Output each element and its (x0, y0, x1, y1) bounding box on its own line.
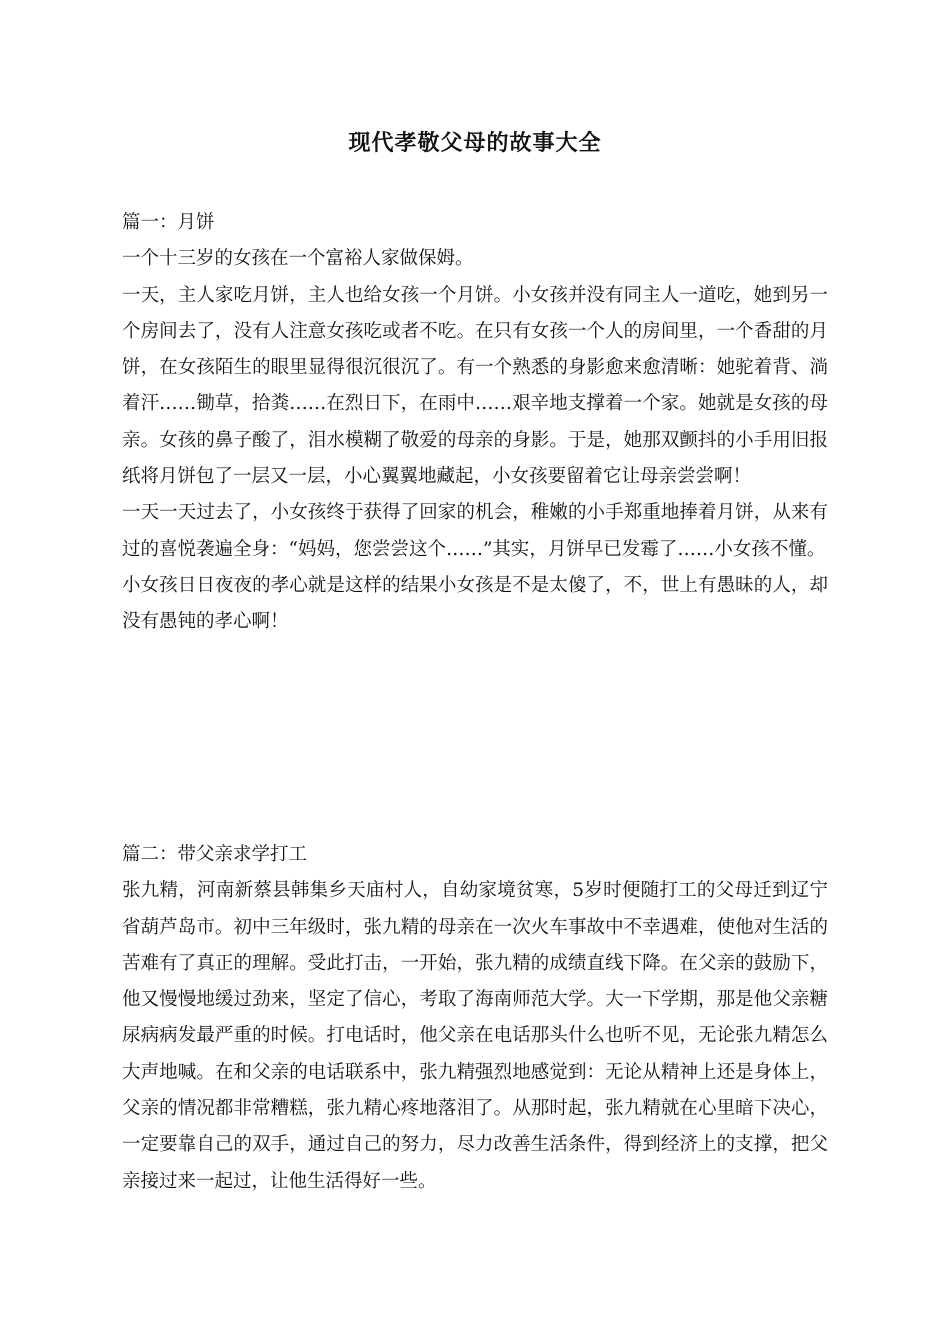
paragraph: 一个十三岁的女孩在一个富裕人家做保姆。 (122, 248, 474, 270)
section-moon-cake (122, 205, 828, 641)
document-title: 现代孝敬父母的故事大全 (348, 131, 602, 156)
paragraph: 一天一天过去了，小女孩终于获得了回家的机会，稚嫩的小手郑重地捧着月饼，从来有过的喜悦袭遍全身：“妈妈，您尝尝这个……”其实，月饼早已发霉了……小女孩不懂。 (122, 502, 828, 560)
section-heading: 篇二：带父亲求学打工 (122, 844, 308, 865)
section-heading: 篇一：月饼 (122, 212, 215, 233)
paragraph: 一天，主人家吃月饼，主人也给女孩一个月饼。小女孩并没有同主人一道吃，她到另一个房间去了，没有人注意女孩吃或者不吃。在只有女孩一个人的房间里，一个香甜的月饼，在女孩陌生的眼里显得很沉很沉了。有一个熟悉的身影愈来愈清晰：她驼着背、淌着汗……锄草，拾粪……在烈日下，在雨中……艰辛地支撑着一个家。她就是女孩的母亲。女孩的鼻子酸了，泪水模糊了敬爱的母亲的身影。于是，她那双颤抖的小手用旧报纸将月饼包了一层又一层，小心翼翼地藏起，小女孩要留着它让母亲尝尝啊！ (122, 284, 828, 488)
section-father-study-work (122, 837, 828, 1200)
paragraph: 张九精，河南新蔡县韩集乡天庙村人，自幼家境贫寒，5岁时便随打工的父母迁到辽宁省葫芦岛市。初中三年级时，张九精的母亲在一次火车事故中不幸遇难，使他对生活的苦难有了真正的理解。受此打击，一开始，张九精的成绩直线下降。在父亲的鼓励下，他又慢慢地缓过劲来，坚定了信心，考取了海南师范大学。大一下学期，那是他父亲糖尿病病发最严重的时候。打电话时，他父亲在电话那头什么也听不见，无论张九精怎么大声地喊。在和父亲的电话联系中，张九精强烈地感觉到：无论从精神上还是身体上，父亲的情况都非常糟糕，张九精心疼地落泪了。从那时起，张九精就在心里暗下决心，一定要靠自己的双手，通过自己的努力，尽力改善生活条件，得到经济上的支撑，把父亲接过来一起过，让他生活得好一些。 (122, 880, 828, 1192)
paragraph: 小女孩日日夜夜的孝心就是这样的结果小女孩是不是太傻了，不，世上有愚昧的人，却没有愚钝的孝心啊！ (122, 574, 828, 633)
